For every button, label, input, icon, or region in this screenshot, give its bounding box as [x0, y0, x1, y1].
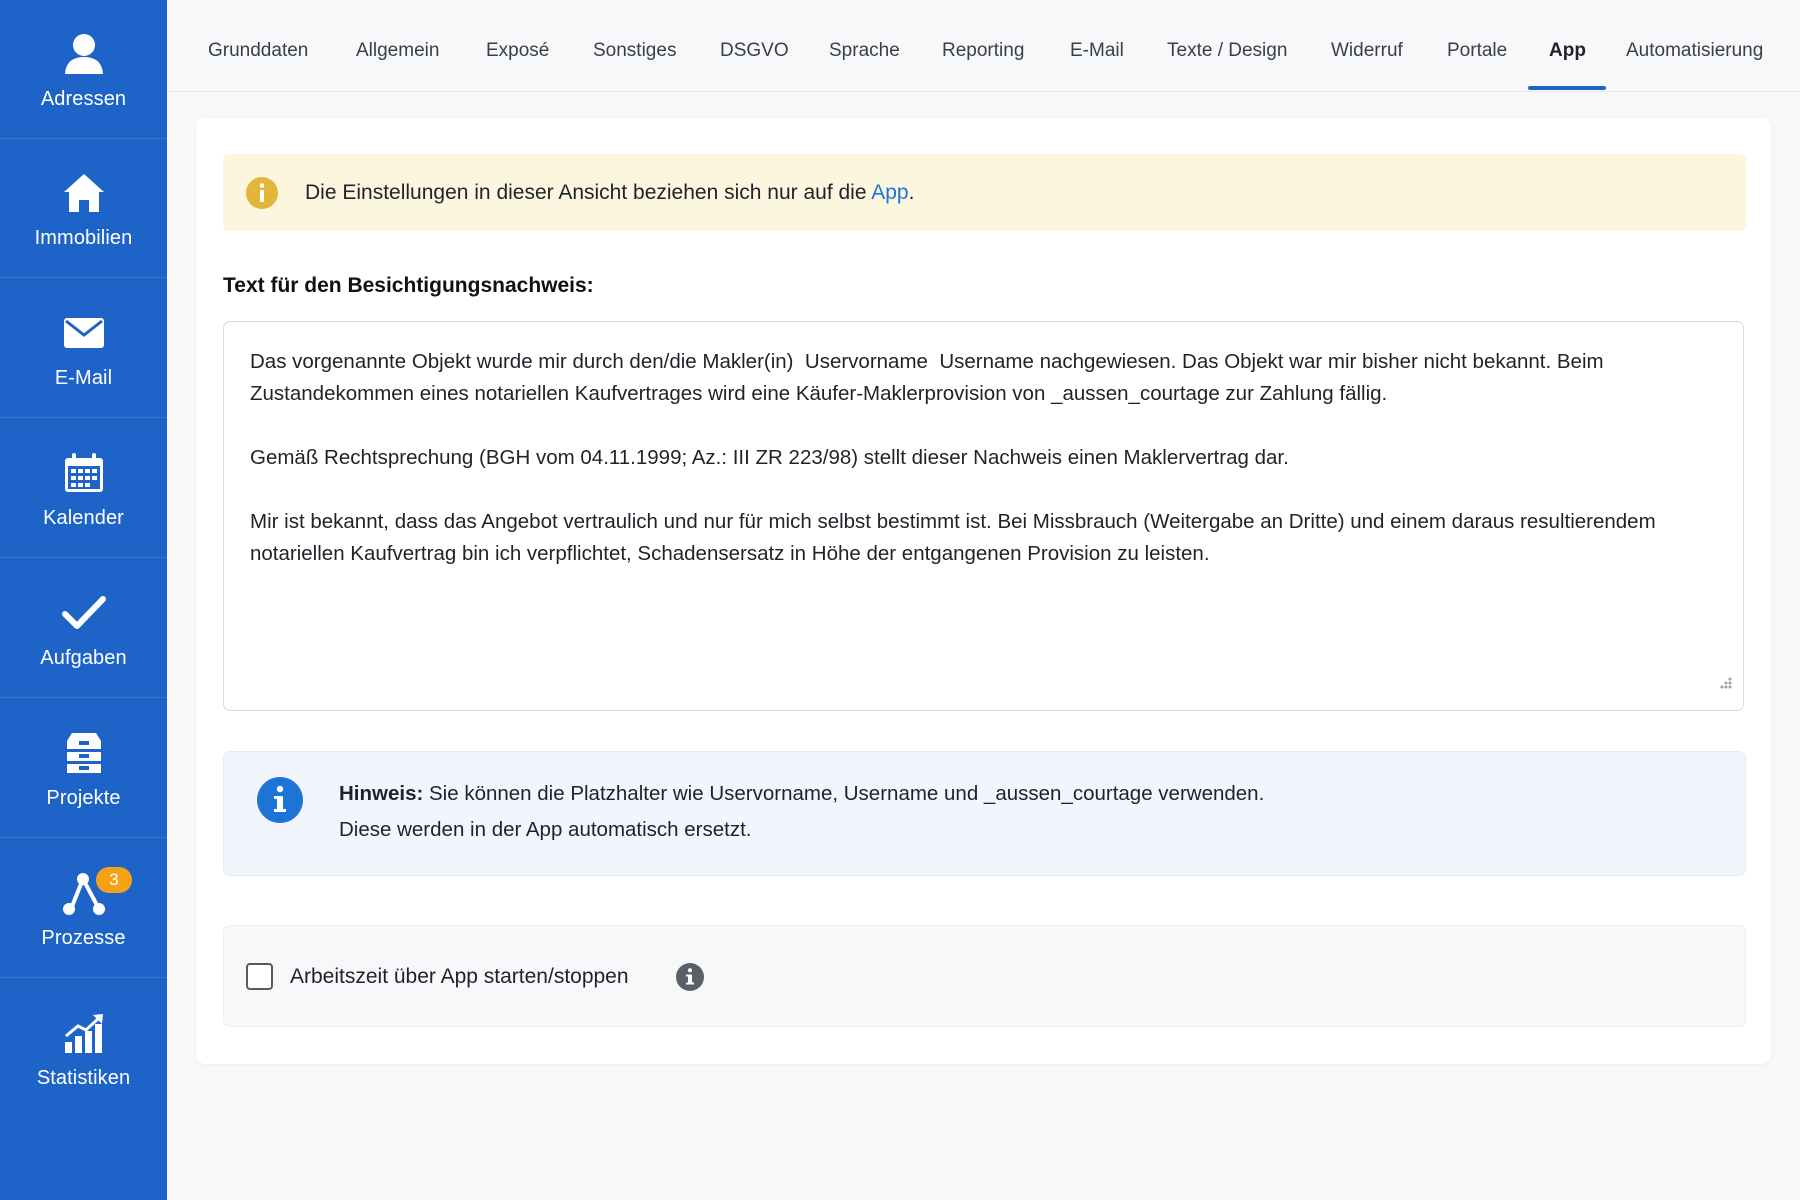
sidebar-item-label: Immobilien [34, 227, 133, 249]
tab-sprache[interactable]: Sprache [829, 40, 900, 61]
active-tab-indicator [1528, 86, 1606, 90]
resize-grip-icon[interactable] [1719, 668, 1733, 700]
sidebar-item-label: Statistiken [36, 1067, 131, 1089]
viewing-proof-paragraph: Mir ist bekannt, dass das Angebot vertraulich und nur für mich selbst bestimmt ist. Bei Missbrauch (Weitergabe an Dritte) und einem daraus resultierendem notariellen Kaufvertrag bin ich verpflichtet, Schadensersatz in Höhe der entgangenen Provision zu leisten. [250, 510, 1662, 565]
tab-app[interactable]: App [1549, 40, 1586, 61]
tab-automatisierung[interactable]: Automatisierung [1626, 40, 1764, 61]
viewing-proof-paragraph: Das vorgenannte Objekt wurde mir durch den/die Makler(in) Uservorname Username nachgewiesen. Das Objekt war mir bisher nicht bekannt. Beim Zustandekommen eines notariellen Kaufvertrages wird eine Käufer-Maklerprovision von _aussen_courtage zur Zahlung fällig. [250, 350, 1610, 405]
settings-tab-bar [167, 0, 1800, 92]
sidebar-item-prozesse[interactable] [0, 839, 167, 978]
viewing-proof-paragraph: Gemäß Rechtsprechung (BGH vom 04.11.1999; Az.: III ZR 223/98) stellt dieser Nachweis einen Maklervertrag dar. [250, 446, 1289, 469]
notification-badge: 3 [96, 867, 132, 893]
sidebar-item-label: Prozesse [41, 927, 126, 949]
viewing-proof-textarea[interactable] [223, 321, 1744, 711]
home-icon [0, 171, 167, 215]
sidebar [0, 0, 167, 1200]
placeholder-hint [223, 751, 1746, 876]
notice-text: Die Einstellungen in dieser Ansicht beziehen sich nur auf die App. [305, 181, 915, 204]
sidebar-item-label: Kalender [43, 507, 124, 529]
sidebar-item-adressen[interactable] [0, 0, 167, 139]
envelope-icon [0, 311, 167, 355]
sidebar-item-kalender[interactable] [0, 419, 167, 558]
tab-dsgvo[interactable]: DSGVO [720, 40, 789, 61]
sidebar-item-projekte[interactable] [0, 699, 167, 838]
app-link[interactable]: App [871, 181, 909, 204]
tab-allgemein[interactable]: Allgemein [356, 40, 440, 61]
viewing-proof-title: Text für den Besichtigungsnachweis: [223, 274, 594, 297]
sidebar-item-email[interactable] [0, 279, 167, 418]
worktime-checkbox[interactable] [246, 963, 273, 990]
tab-sonstiges[interactable]: Sonstiges [593, 40, 677, 61]
sidebar-item-statistiken[interactable] [0, 979, 167, 1117]
info-icon [256, 776, 304, 829]
sidebar-item-label: Projekte [46, 787, 121, 809]
project-cabinet-icon [0, 731, 167, 775]
tab-expose[interactable]: Exposé [486, 40, 550, 61]
info-icon[interactable] [675, 962, 705, 997]
statistics-chart-icon [0, 1011, 167, 1055]
sidebar-item-immobilien[interactable] [0, 139, 167, 278]
sidebar-item-label: Adressen [40, 88, 127, 110]
hint-line-1: Hinweis: Sie können die Platzhalter wie Uservorname, Username und _aussen_courtage verwenden. [339, 782, 1265, 805]
tab-email[interactable]: E-Mail [1070, 40, 1124, 61]
sidebar-item-label: E-Mail [54, 367, 113, 389]
user-icon [0, 32, 167, 76]
tab-widerruf[interactable]: Widerruf [1331, 40, 1403, 61]
sidebar-item-aufgaben[interactable] [0, 559, 167, 698]
info-circle-icon [245, 176, 279, 215]
app-settings-notice [223, 154, 1746, 231]
sidebar-item-label: Aufgaben [40, 647, 127, 669]
tab-texte-design[interactable]: Texte / Design [1167, 40, 1288, 61]
worktime-checkbox-label[interactable]: Arbeitszeit über App starten/stoppen [290, 965, 629, 988]
process-network-icon [0, 871, 167, 915]
checkmark-icon [0, 591, 167, 635]
tab-reporting[interactable]: Reporting [942, 40, 1025, 61]
tab-grunddaten[interactable]: Grunddaten [208, 40, 309, 61]
tab-portale[interactable]: Portale [1447, 40, 1508, 61]
hint-line-2: Diese werden in der App automatisch ersetzt. [339, 818, 752, 841]
worktime-option [223, 925, 1746, 1027]
calendar-icon [0, 451, 167, 495]
